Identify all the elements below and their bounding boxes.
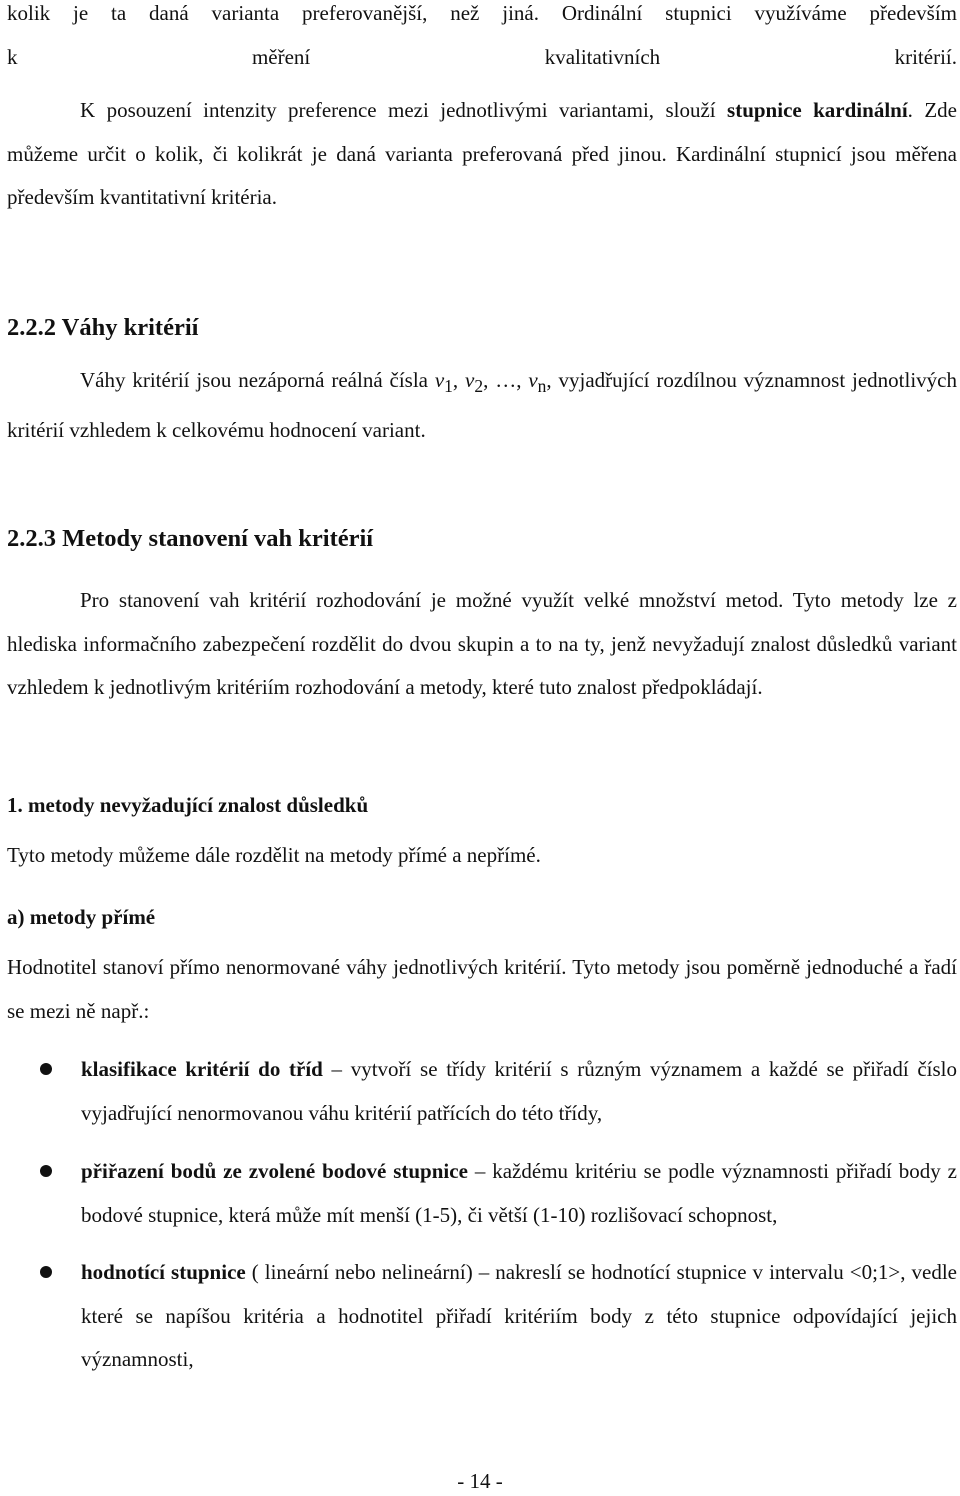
paragraph-cardinal: K posouzení intenzity preference mezi jednotlivými variantami, slouží stupnice kardinální. Zde můžeme určit o kolik, či kolikrát je daná varianta preferovaná před jinou. Kardinální stupnicí jsou měřena především kvantitativní kritéria. <box>7 98 957 209</box>
list-item-text: ( lineární nebo nelineární) – nakreslí se hodnotící stupnice v intervalu <0;1>, vedle které se napíšou kritéria a hodnotitel přiřadí kritériím body z této stupnice odpovídající jejich významnosti, <box>81 1260 957 1371</box>
bold-term: stupnice kardinální <box>727 98 908 122</box>
list-item-text: – každému kritériu se podle významnosti přiřadí body z bodové stupnice, která může mít menší (1-5), či větší (1-10) rozlišovací schopnost, <box>81 1159 958 1227</box>
bullet-icon <box>40 1063 52 1075</box>
list-item <box>0 1251 957 1382</box>
bullet-icon <box>40 1266 52 1278</box>
list-item <box>0 1150 957 1237</box>
text-line: kolik je ta daná varianta preferovanější, než jiná. Ordinální stupnici využíváme především <box>7 1 957 25</box>
list-item-term: hodnotící stupnice <box>81 1260 246 1284</box>
list-item-term: klasifikace kritérií do tříd <box>81 1057 323 1081</box>
method-list <box>0 1048 960 1397</box>
subheading-methods-no-knowledge: 1. metody nevyžadující znalost důsledků <box>7 793 369 817</box>
bullet-icon <box>40 1165 52 1177</box>
paragraph-methods: Pro stanovení vah kritérií rozhodování je možné využít velké množství metod. Tyto metody lze z hlediska informačního zabezpečení rozdělit do dvou skupin a to na ty, jenž nevyžadují znalost důsledků variant vzhledem k jednotlivým kritériím rozhodování a metody, které tuto znalost předpokládají. <box>7 588 957 699</box>
section-heading-2-2-2: 2.2.2 Váhy kritérií <box>7 314 199 341</box>
section-heading-2-2-3: 2.2.3 Metody stanovení vah kritérií <box>7 525 374 552</box>
paragraph-direct-indirect: Tyto metody můžeme dále rozdělit na metody přímé a nepřímé. <box>7 843 541 867</box>
text-line: k měření kvalitativních kritérií. <box>7 44 957 69</box>
paragraph-weights: Váhy kritérií jsou nezáporná reálná čísla $v_1$, $v_2$, …, $v_n$, vyjadřující rozdílnou významnost jednotlivých kritérií vzhledem k celkovému hodnocení variant. <box>7 368 958 442</box>
list-item <box>0 1048 957 1135</box>
paragraph-evaluator: Hodnotitel stanoví přímo nenormované váhy jednotlivých kritérií. Tyto metody jsou poměrně jednoduché a řadí se mezi ně např.: <box>7 955 957 1023</box>
page-number: - 14 - <box>457 1469 503 1493</box>
list-item-term: přiřazení bodů ze zvolené bodové stupnice <box>81 1159 468 1183</box>
list-item-text: – vytvoří se třídy kritérií s různým významem a každé se přiřadí číslo vyjadřující nenormovanou váhu kritérií patřících do této třídy, <box>81 1057 957 1125</box>
subheading-direct-methods: a) metody přímé <box>7 905 156 929</box>
paragraph-ordinal-end <box>7 0 957 79</box>
